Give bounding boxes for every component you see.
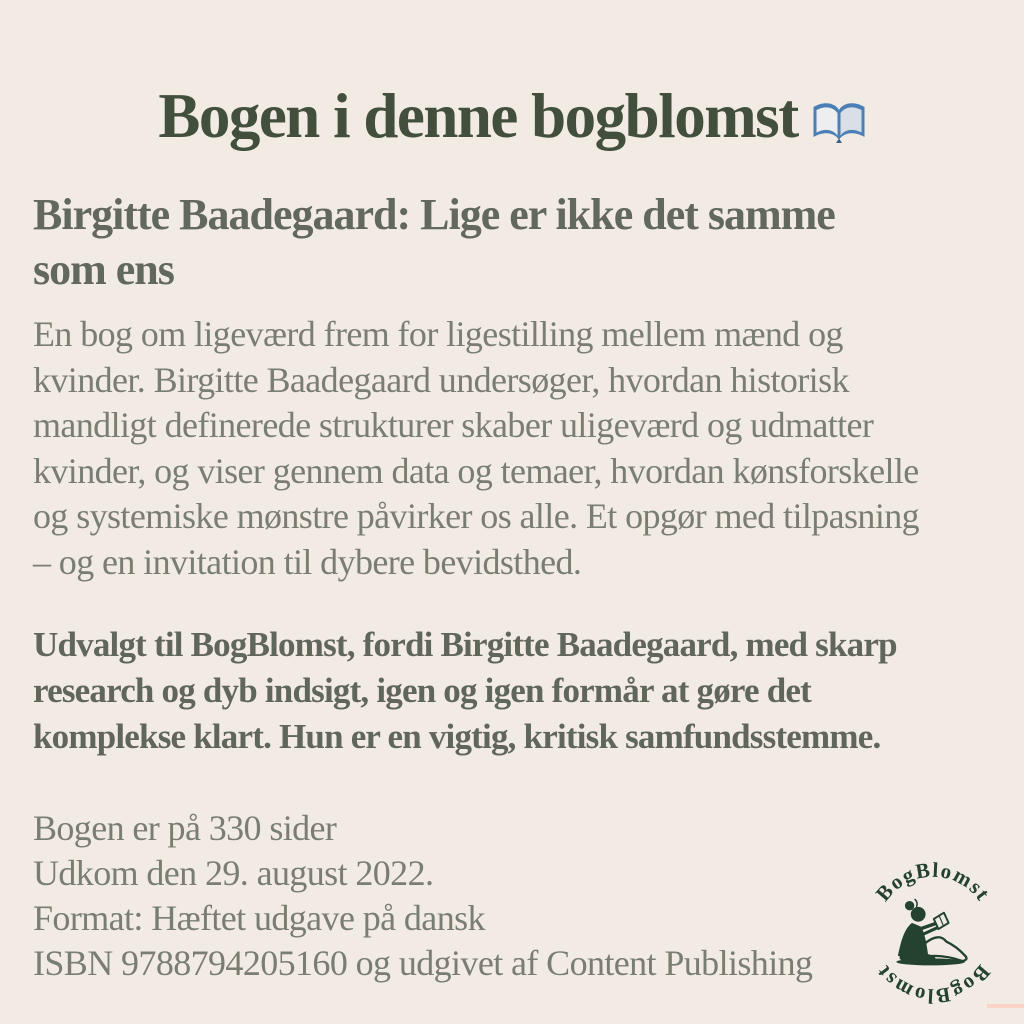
description-line: og systemiske mønstre påvirker os alle. Et opgør med tilpasning (33, 496, 920, 536)
book-title-heading (33, 187, 993, 297)
watermark-line (987, 1004, 1024, 1008)
book-title-line: Birgitte Baadegaard: Lige er ikke det samme (33, 189, 835, 239)
logo-arc-text-bottom: BogBlomst (870, 960, 996, 1009)
svg-text:BogBlomst (870, 960, 995, 1008)
open-book-icon (812, 88, 866, 161)
detail-pages: Bogen er på 330 sider (33, 808, 337, 848)
description-line: En bog om ligeværd frem for ligestilling mellem mænd og (33, 314, 843, 354)
page-title (0, 80, 1024, 161)
book-description (33, 312, 1013, 585)
description-line: – og en invitation til dybere bevidsthed. (33, 541, 582, 582)
selection-reason (33, 622, 1013, 760)
reading-woman-illustration (896, 899, 966, 965)
detail-release-date: Udkom den 29. august 2022. (33, 853, 434, 893)
detail-format: Format: Hæftet udgave på dansk (33, 898, 485, 938)
description-line: mandligt definerede strukturer skaber uligeværd og udmatter (33, 405, 874, 445)
description-line: kvinder. Birgitte Baadegaard undersøger, hvordan historisk (33, 359, 849, 400)
page-title-text: Bogen i denne bogblomst (158, 81, 798, 152)
book-details (33, 806, 933, 986)
description-line: kvinder, og viser gennem data og temaer, hvordan kønsforskelle (33, 450, 919, 491)
detail-isbn-publisher: ISBN 9788794205160 og udgivet af Content Publishing (33, 943, 813, 983)
logo-arc-text-top: BogBlomst (870, 857, 996, 906)
book-title-line: som ens (33, 244, 174, 294)
selection-reason-line: research og dyb indsigt, igen og igen formår at gøre det (33, 671, 811, 710)
bogblomst-logo (854, 855, 1012, 1011)
selection-reason-line: komplekse klart. Hun er en vigtig, kritisk samfundsstemme. (33, 717, 881, 756)
selection-reason-line: Udvalgt til BogBlomst, fordi Birgitte Baadegaard, med skarp (33, 625, 897, 664)
svg-text:BogBlomst (871, 858, 996, 906)
